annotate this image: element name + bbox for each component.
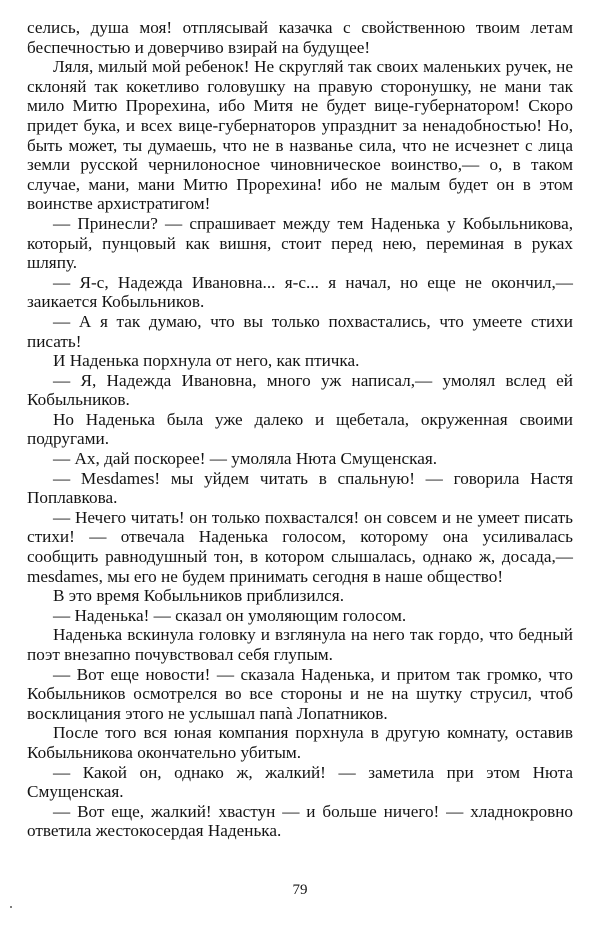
paragraph-9: — Ах, дай поскорее! — умоляла Нюта Смущенская. — [53, 449, 438, 469]
paragraph-11: — Нечего читать! он только похвастался! он совсем и не умеет писать стихи! — отвечала Наденька голосом, которому она усиливалась сообщить равнодушный тон, в котором слышалась, однако ж, досада,— mesdames, мы его не будем принимать сегодня в наше общество! — [27, 507, 573, 586]
page-body — [27, 18, 573, 841]
paragraph-12: В это время Кобыльников приблизился. — [53, 586, 344, 606]
paragraph-3: — Принесли? — спрашивает между тем Наденька у Кобыльникова, который, пунцовый как вишня, стоит перед нею, переминая в руках шляпу. — [27, 213, 573, 273]
paragraph-1: селись, душа моя! отплясывай казачка с свойственною твоим летам беспечностью и доверчиво взирай на будущее! — [27, 18, 573, 57]
paragraph-14: Наденька вскинула головку и взглянула на него так гордо, что бедный поэт внезапно почувствовал себя глупым. — [27, 625, 573, 664]
paragraph-13: — Наденька! — сказал он умоляющим голосом. — [53, 605, 407, 625]
paragraph-17: — Какой он, однако ж, жалкий! — заметила при этом Нюта Смущенская. — [27, 762, 573, 802]
paragraph-15: — Вот еще новости! — сказала Наденька, и притом так громко, что Кобыльников осмотрелся во все стороны и не на шутку струсил, чтоб восклицания этого не услышал папà Лопатников. — [27, 664, 573, 723]
page-number: 79 — [292, 882, 308, 898]
paragraph-4: — Я-с, Надежда Ивановна... я-с... я начал, но еще не окончил,— заикается Кобыльников. — [27, 272, 573, 312]
paragraph-16: После того вся юная компания порхнула в другую комнату, оставив Кобыльникова окончательно убитым. — [27, 723, 573, 762]
paragraph-5: — А я так думаю, что вы только похвастались, что умеете стихи писать! — [27, 311, 573, 351]
scan-speck — [10, 906, 12, 908]
paragraph-8: Но Наденька была уже далеко и щебетала, окруженная своими подругами. — [27, 409, 573, 449]
paragraph-6: И Наденька порхнула от него, как птичка. — [53, 351, 360, 371]
paragraph-18: — Вот еще, жалкий! хвастун — и больше ничего! — хладнокровно ответила жестокосердая Наденька. — [27, 801, 573, 841]
paragraph-7: — Я, Надежда Ивановна, много уж написал,— умолял вслед ей Кобыльников. — [27, 370, 573, 410]
paragraph-10: — Mesdames! мы уйдем читать в спальную! — говорила Настя Поплавкова. — [27, 468, 573, 508]
paragraph-2: Ляля, милый мой ребенок! Не скругляй так своих маленьких ручек, не склоняй так кокетливо головушку на правую сторонушку, не мани так мило Митю Прорехина, ибо Митя не будет вице-губернатором! Скоро придет бука, и всех вице-губернаторов упразднит за ненадобностью! Но, быть может, ты думаешь, что не в названье сила, что не исчезнет с лица земли русской чернилоносное чиновническое воинство,— о, в таком случае, мани, мани Митю Прорехина! ибо не малым будет он в этом воинстве архистратигом! — [27, 57, 573, 214]
